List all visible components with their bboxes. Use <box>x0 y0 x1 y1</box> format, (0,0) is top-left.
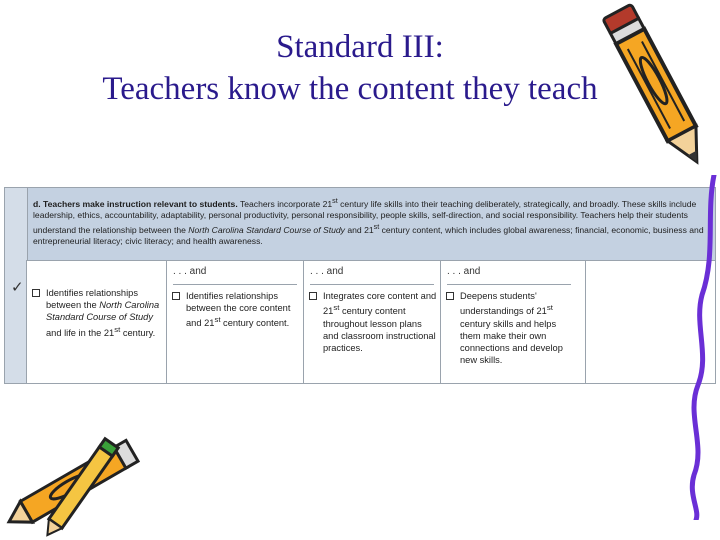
item-text-italic: North Carolina Standard Course of Study <box>46 300 160 323</box>
and-label: . . . and <box>173 266 297 285</box>
slide-title-line2: Teachers know the content they teach <box>102 71 598 107</box>
rubric-item-proficient <box>172 290 302 330</box>
element-text-part4: century content, which includes global awareness; financial, economic, business and entrepreneurial literacy; civic literacy; and health awareness. <box>33 224 704 246</box>
check-mark-icon: ✓ <box>11 278 24 296</box>
rubric-cell-accomplished <box>304 260 441 383</box>
rubric-cell-proficient <box>167 260 304 383</box>
superscript-st: st <box>332 197 338 205</box>
superscript-st: st <box>214 315 221 325</box>
item-text-b: and life in the 21 <box>46 327 115 338</box>
element-text-part1: Teachers incorporate 21 <box>237 198 333 209</box>
element-heading: d. Teachers make instruction relevant to students. <box>33 198 238 209</box>
pencil-clipart-icon <box>596 0 720 175</box>
rubric-element-description <box>33 196 713 247</box>
rubric-item-developing <box>32 287 162 339</box>
slide-title-line1: Standard III: <box>276 29 444 65</box>
checkbox-icon <box>446 292 454 300</box>
rubric-cell-distinguished <box>441 260 586 383</box>
checkbox-icon <box>309 292 317 300</box>
item-text-c: century. <box>120 327 156 338</box>
item-text-a: Identifies relationships between the core content and 21 <box>186 291 291 329</box>
rubric-header-gutter <box>5 188 28 260</box>
item-text-b: century skills and helps them make their own connections and develop new skills. <box>460 318 563 366</box>
item-text-a: Identifies relationships between the <box>46 288 138 311</box>
checkbox-icon <box>32 289 40 297</box>
pencils-clipart-icon <box>0 432 150 540</box>
element-text-part2: century life skills into their teaching deliberately, strategically, and broadly. These skills include leadership, ethics, accountability, adaptability, personal productivity, personal responsibility, people skills, self-direction, and social responsibility. Teachers help their students understand the relationship between the <box>33 198 697 235</box>
item-text-b: century content throughout lesson plans and classroom instructional practices. <box>323 306 436 353</box>
superscript-st: st <box>333 303 340 313</box>
and-label: . . . and <box>310 266 434 285</box>
rubric-item-accomplished <box>309 290 439 354</box>
rubric-table <box>4 187 716 384</box>
rubric-item-distinguished <box>446 290 576 366</box>
superscript-st: st <box>546 303 553 313</box>
element-text-part3: and 21 <box>344 224 374 235</box>
item-text-a: Integrates core content and 21 <box>323 291 437 317</box>
superscript-st: st <box>114 324 121 334</box>
rubric-header-row <box>5 188 715 261</box>
rubric-body-row <box>5 260 715 383</box>
decorative-squiggle-icon <box>676 175 720 520</box>
rubric-row-gutter <box>5 260 27 383</box>
element-text-italic: North Carolina Standard Course of Study <box>188 224 345 235</box>
item-text-a: Deepens students' understandings of 21 <box>460 291 547 317</box>
item-text-b: century content. <box>220 318 290 329</box>
rubric-cell-developing <box>27 260 167 383</box>
superscript-st: st <box>373 222 380 231</box>
checkbox-icon <box>172 292 180 300</box>
and-label: . . . and <box>447 266 571 285</box>
